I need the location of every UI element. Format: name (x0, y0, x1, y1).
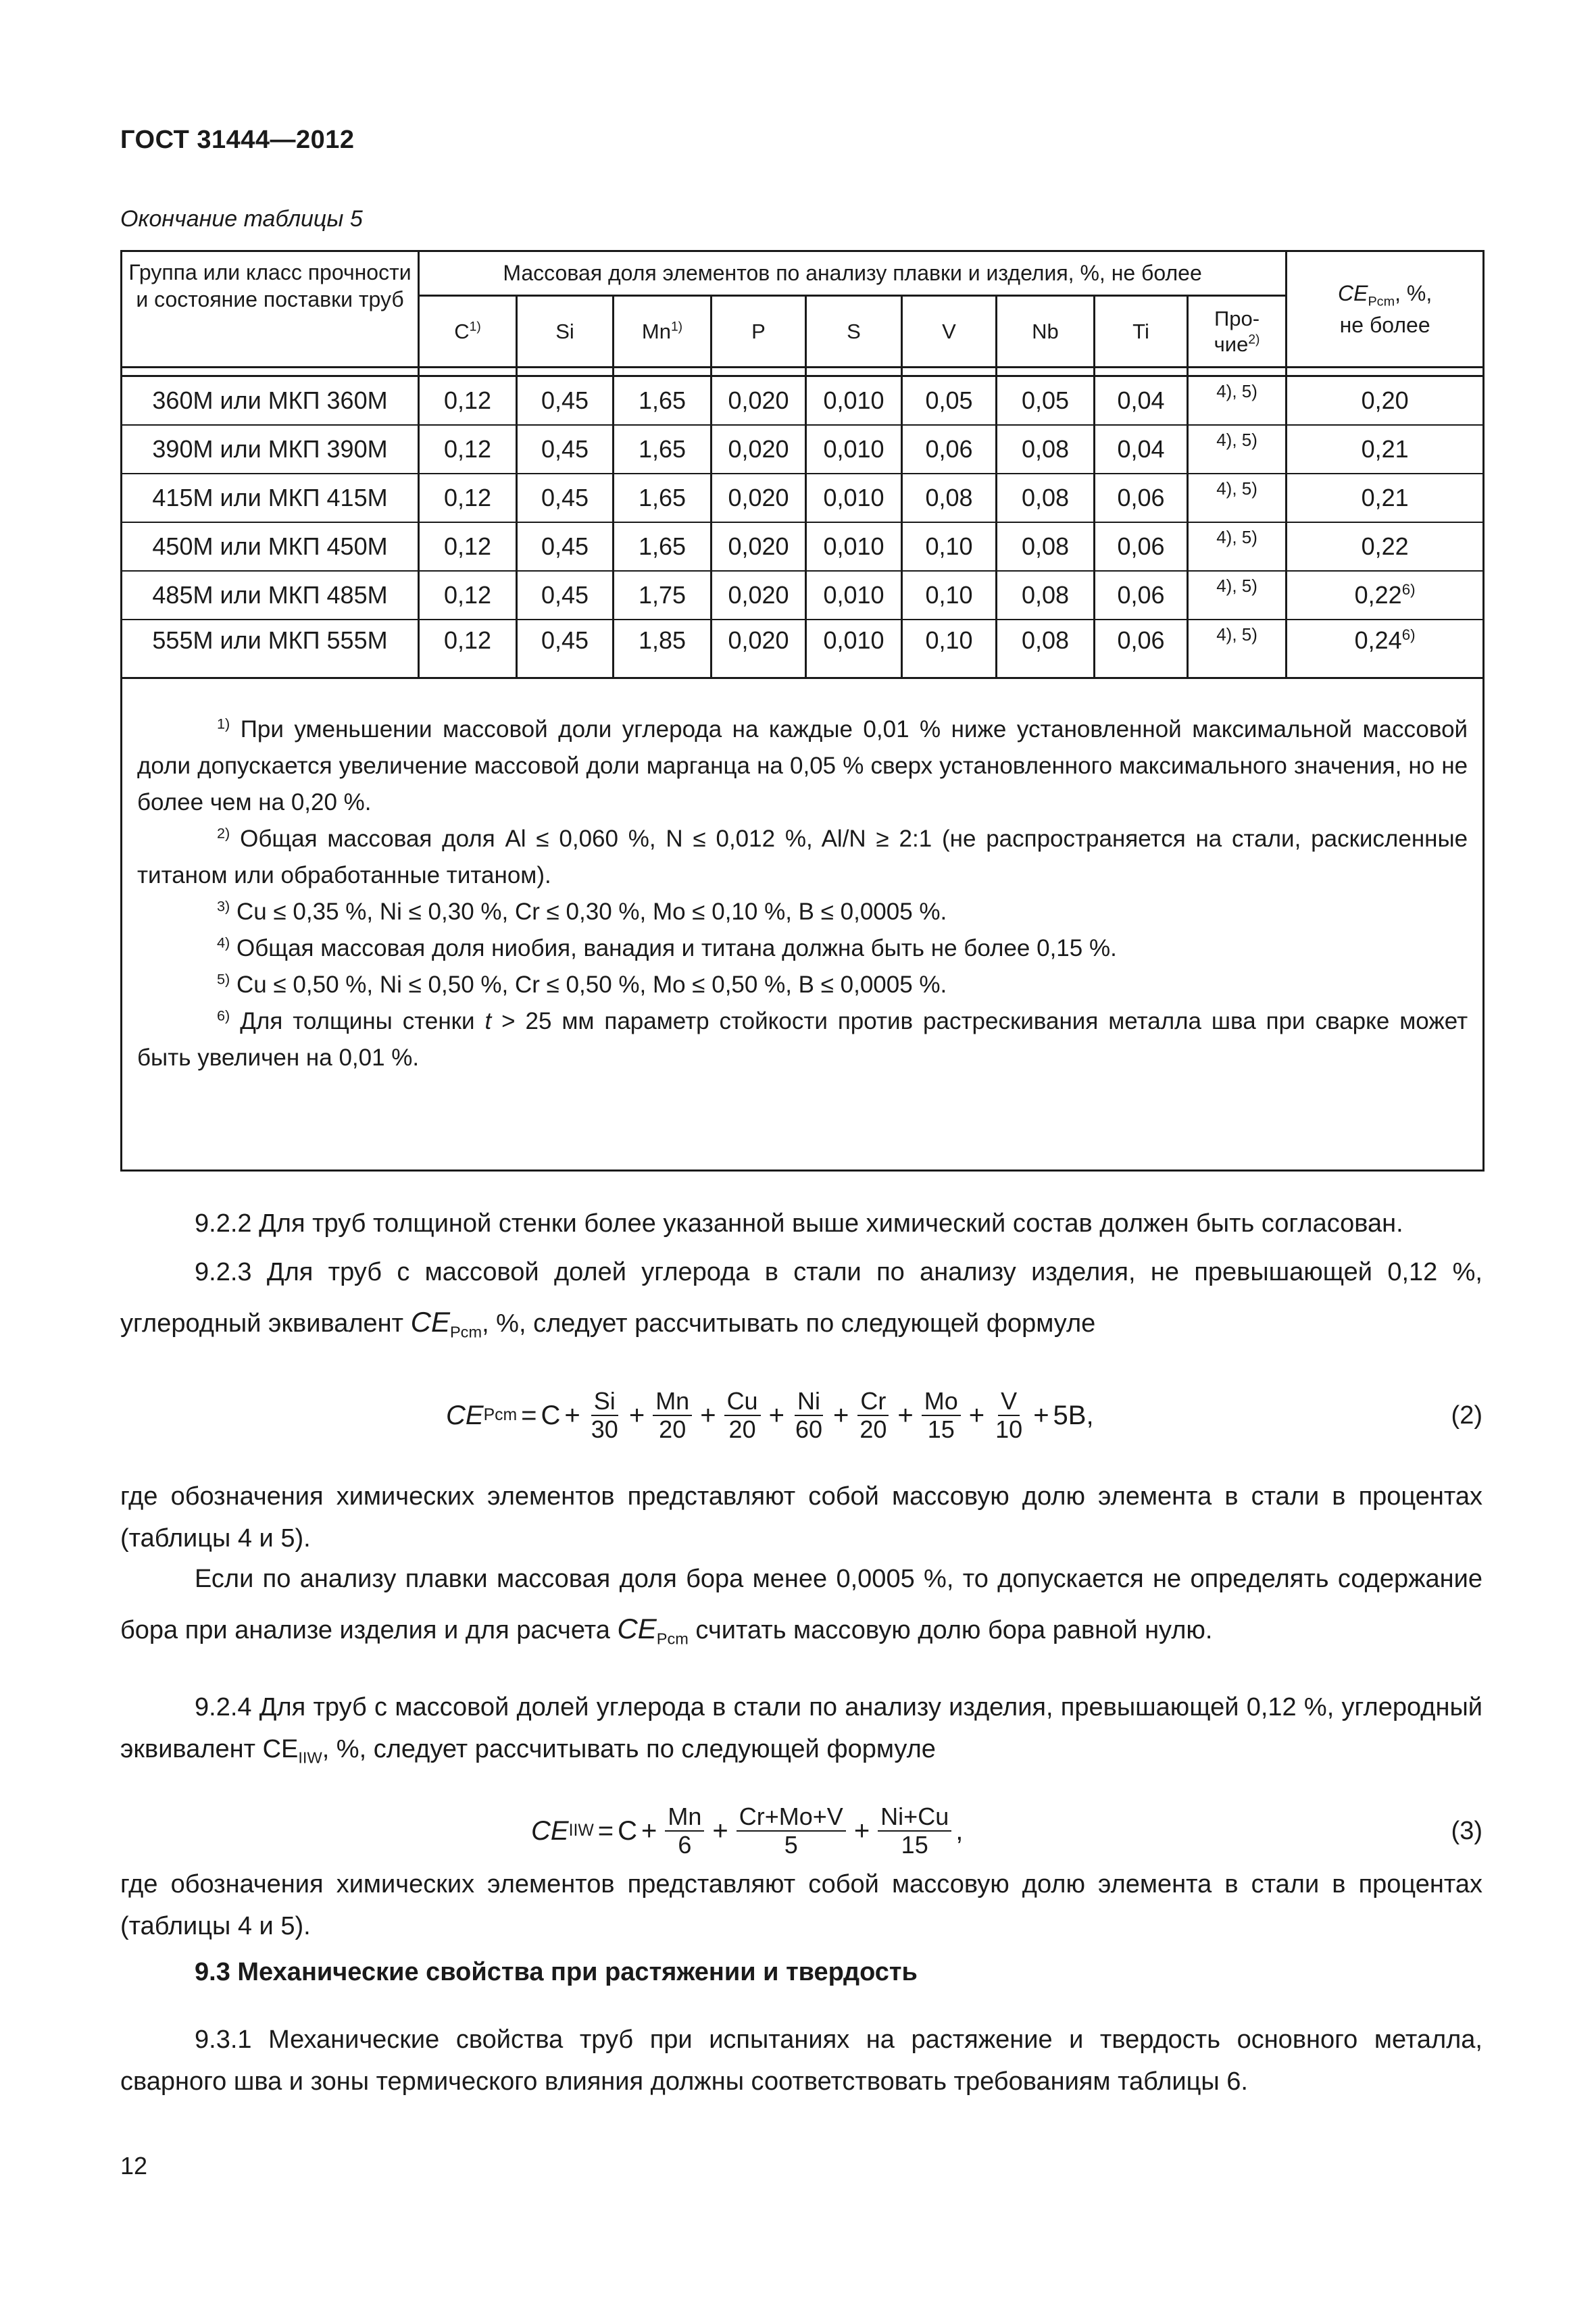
table-row (122, 376, 1484, 426)
table-5-continuation (120, 250, 1482, 1147)
cell-v: 0,08 (902, 474, 997, 522)
fraction-cu: $\frac{Cu}{20}$ (724, 1388, 761, 1443)
header-other: Про- чие$^{2)}$ (1188, 296, 1287, 368)
document-header: ГОСТ 31444—2012 (120, 126, 355, 154)
formula-3 (120, 1794, 1482, 1868)
cell-mn: 1,75 (614, 571, 712, 620)
cell-nb: 0,08 (997, 571, 1095, 620)
paragraph-where-2: где обозначения химических элементов представляют собой массовую долю элемента в стали в процентах (таблицы 4 и 5). (120, 1870, 1482, 1940)
paragraph-9-2-3: 9.2.3 Для труб с массовой долей углерода в стали по анализу изделия, не превышающей 0,12 %, углеродный эквивалент $CE_{Pcm}$, %, следует рассчитывать по следующей формуле (120, 1258, 1482, 1341)
header-cep-unit: , %, (1395, 281, 1432, 306)
table-row (122, 571, 1484, 620)
cell-group: 415М или МКП 415М (122, 474, 419, 522)
cell-p: 0,020 (712, 474, 806, 522)
cell-ti: 0,06 (1095, 571, 1188, 620)
footnote-4: $^{4)}$ Общая массовая доля ниобия, ванадия и титана должна быть не более 0,15 %. (217, 934, 1117, 961)
formula-2 (120, 1378, 1482, 1453)
cell-v: 0,05 (902, 376, 997, 426)
header-cep-symbol: CE (1337, 281, 1368, 306)
cell-group: 360М или МКП 360М (122, 376, 419, 426)
cell-other: 4), 5) (1188, 522, 1287, 571)
fraction-mo: $\frac{Mo}{15}$ (922, 1388, 961, 1443)
cell-p: 0,020 (712, 425, 806, 474)
cell-nb: 0,08 (997, 620, 1095, 678)
cell-p: 0,020 (712, 522, 806, 571)
cell-group: 555М или МКП 555М (122, 620, 419, 678)
header-group-class: Группа или класс прочности и состояние поставки труб (122, 251, 419, 368)
equation-number-2: (2) (1451, 1401, 1482, 1430)
cell-s: 0,010 (806, 376, 902, 426)
equation-number-3: (3) (1451, 1816, 1482, 1845)
cell-si: 0,45 (517, 474, 614, 522)
cell-c: 0,12 (419, 425, 517, 474)
fraction-mn: $\frac{Mn}{20}$ (653, 1388, 692, 1443)
cell-c: 0,12 (419, 620, 517, 678)
footnote-1: $^{1)}$ При уменьшении массовой доли углерода на каждые 0,01 % ниже установленной максимальной массовой доли допускается увеличение массовой доли марганца на 0,05 % сверх установленного максимального значения, но не более чем на 0,20 %. (137, 715, 1468, 815)
header-si: Si (517, 296, 614, 368)
table-footnotes (122, 678, 1484, 1171)
header-c: $C^{1)}$ (419, 296, 517, 368)
fraction-cr: $\frac{Cr}{20}$ (857, 1388, 889, 1443)
cell-mn: 1,65 (614, 474, 712, 522)
cell-cep: 0,21 (1287, 425, 1484, 474)
cell-v: 0,06 (902, 425, 997, 474)
footnote-3: $^{3)}$ Cu ≤ 0,35 %, Ni ≤ 0,30 %, Cr ≤ 0,30 %, Mo ≤ 0,10 %, B ≤ 0,0005 %. (217, 897, 947, 925)
paragraph-9-2-4: 9.2.4 Для труб с массовой долей углерода в стали по анализу изделия, превышающей 0,12 %, углеродный эквивалент $CE_{IIW}$, %, следует рассчитывать по следующей формуле (120, 1693, 1482, 1767)
cell-c: 0,12 (419, 474, 517, 522)
cell-ti: 0,06 (1095, 620, 1188, 678)
cell-si: 0,45 (517, 425, 614, 474)
footnote-5: $^{5)}$ Cu ≤ 0,50 %, Ni ≤ 0,50 %, Cr ≤ 0,50 %, Mo ≤ 0,50 %, B ≤ 0,0005 %. (217, 970, 947, 998)
header-cep-subscript: Pcm (1368, 294, 1395, 309)
header-v: V (902, 296, 997, 368)
cell-cep: 0,20 (1287, 376, 1484, 426)
header-mn: Mn$^{1)}$ (614, 296, 712, 368)
cell-ti: 0,04 (1095, 425, 1188, 474)
cell-ti: 0,06 (1095, 474, 1188, 522)
header-p: P (712, 296, 806, 368)
cell-nb: 0,08 (997, 425, 1095, 474)
fraction-cr-mo-v: $\frac{Cr+Mo+V}{5}$ (737, 1803, 846, 1859)
cell-si: 0,45 (517, 522, 614, 571)
cell-other: 4), 5) (1188, 571, 1287, 620)
header-ti: Ti (1095, 296, 1188, 368)
header-cep (1287, 251, 1484, 368)
fraction-mn: $\frac{Mn}{6}$ (665, 1803, 704, 1859)
cell-cep: 0,22$^{6)}$ (1287, 571, 1484, 620)
cell-group: 450М или МКП 450М (122, 522, 419, 571)
cell-other: 4), 5) (1188, 425, 1287, 474)
cell-nb: 0,08 (997, 522, 1095, 571)
cell-si: 0,45 (517, 571, 614, 620)
cell-v: 0,10 (902, 571, 997, 620)
paragraph-boron: Если по анализу плавки массовая доля бора менее 0,0005 %, то допускается не определять содержание бора при анализе изделия и для расчета $CE_{Pcm}$ считать массовую долю бора равной нулю. (120, 1565, 1482, 1648)
cell-cep: 0,22 (1287, 522, 1484, 571)
cell-s: 0,010 (806, 425, 902, 474)
cell-s: 0,010 (806, 620, 902, 678)
fraction-v: $\frac{V}{10}$ (995, 1387, 1023, 1443)
cell-c: 0,12 (419, 522, 517, 571)
fraction-ni-cu: $\frac{Ni+Cu}{15}$ (878, 1803, 951, 1859)
header-cep-limit: не более (1339, 312, 1430, 337)
cell-group: 485М или МКП 485М (122, 571, 419, 620)
cell-v: 0,10 (902, 522, 997, 571)
cell-mn: 1,65 (614, 522, 712, 571)
cell-ti: 0,04 (1095, 376, 1188, 426)
cell-nb: 0,08 (997, 474, 1095, 522)
cell-p: 0,020 (712, 376, 806, 426)
paragraph-9-2-2: 9.2.2 Для труб толщиной стенки более указанной выше химический состав должен быть согласован. (195, 1209, 1403, 1238)
cell-other: 4), 5) (1188, 474, 1287, 522)
fraction-si: $\frac{Si}{30}$ (591, 1387, 618, 1443)
cell-p: 0,020 (712, 571, 806, 620)
table-row (122, 620, 1484, 678)
cell-group: 390М или МКП 390М (122, 425, 419, 474)
table-row (122, 522, 1484, 571)
cell-cep: 0,21 (1287, 474, 1484, 522)
cell-other: 4), 5) (1188, 620, 1287, 678)
footnote-6: $^{6)}$ Для толщины стенки t > 25 мм параметр стойкости против растрескивания металла шва при сварке может быть увеличен на 0,01 %. (137, 1007, 1468, 1071)
cell-mn: 1,65 (614, 425, 712, 474)
cell-nb: 0,05 (997, 376, 1095, 426)
cell-v: 0,10 (902, 620, 997, 678)
cell-s: 0,010 (806, 522, 902, 571)
cell-si: 0,45 (517, 376, 614, 426)
cell-c: 0,12 (419, 571, 517, 620)
cell-ti: 0,06 (1095, 522, 1188, 571)
cell-mn: 1,85 (614, 620, 712, 678)
formula-3-expression: CE IIW = C + $\frac{Mn}{6}$ + $\frac{Cr+Mo+V}{5}$ + $\frac{Ni+Cu}{15}$ , (531, 1803, 964, 1859)
paragraph-9-3-1: 9.3.1 Механические свойства труб при испытаниях на растяжение и твердость основного металла, сварного шва и зоны термического влияния должны соответствовать требованиям таблицы 6. (120, 2026, 1482, 2096)
header-s: S (806, 296, 902, 368)
header-nb: Nb (997, 296, 1095, 368)
cell-cep: 0,24$^{6)}$ (1287, 620, 1484, 678)
table-caption: Окончание таблицы 5 (120, 206, 363, 232)
paragraph-where-1: где обозначения химических элементов представляют собой массовую долю элемента в стали в процентах (таблицы 4 и 5). (120, 1482, 1482, 1553)
fraction-ni: $\frac{Ni}{60}$ (795, 1387, 822, 1443)
table-row (122, 474, 1484, 522)
header-mass-fraction: Массовая доля элементов по анализу плавки и изделия, %, не более (419, 251, 1287, 296)
cell-si: 0,45 (517, 620, 614, 678)
chemical-composition-table (120, 250, 1485, 1172)
cell-mn: 1,65 (614, 376, 712, 426)
table-row (122, 425, 1484, 474)
page-number: 12 (120, 2152, 148, 2180)
cell-other: 4), 5) (1188, 376, 1287, 426)
formula-2-expression: CE Pcm = C + $\frac{Si}{30}$ + $\frac{Mn}{20}$ + $\frac{Cu}{20}$ + $\frac{Ni}{60}$ + $\frac{Cr}{20}$ + $\frac{Mo}{15}$ + $\frac{V}{10}$ + 5B, (446, 1387, 1094, 1443)
section-title-9-3: 9.3 Механические свойства при растяжении и твердость (195, 1958, 918, 1986)
footnote-2: $^{2)}$ Общая массовая доля Al ≤ 0,060 %, N ≤ 0,012 %, Al/N ≥ 2:1 (не распространяется на стали, раскисленные титаном или обработанные титаном). (137, 824, 1468, 888)
cell-c: 0,12 (419, 376, 517, 426)
cell-p: 0,020 (712, 620, 806, 678)
cell-s: 0,010 (806, 474, 902, 522)
cell-s: 0,010 (806, 571, 902, 620)
